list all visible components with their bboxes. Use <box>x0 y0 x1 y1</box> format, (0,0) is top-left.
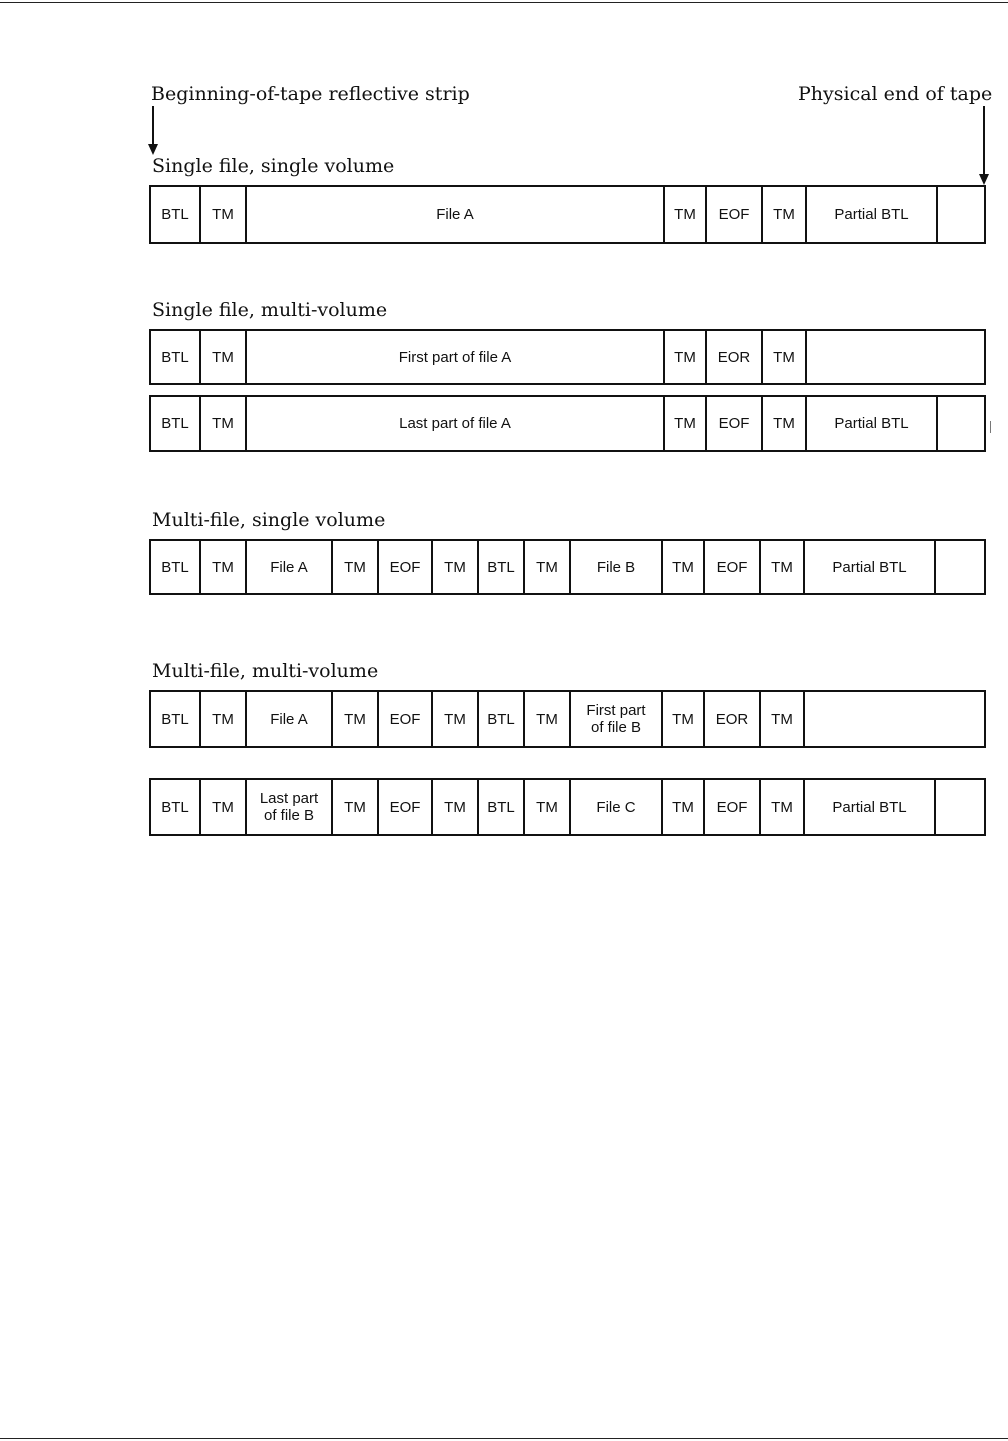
tape-segment: TM <box>661 780 703 834</box>
tape-segment: First part of file A <box>245 331 663 383</box>
tape-segment: EOF <box>705 397 761 450</box>
tape-segment: File A <box>245 187 663 242</box>
tape-segment: TM <box>663 397 705 450</box>
tape-segment: EOR <box>705 331 761 383</box>
tape-segment: File B <box>569 541 661 593</box>
tape-segment: TM <box>759 692 803 746</box>
beginning-arrow-line <box>152 106 154 144</box>
tape-segment: TM <box>331 541 377 593</box>
tape-segment: TM <box>523 541 569 593</box>
tape-segment: TM <box>759 780 803 834</box>
tape-segment: File A <box>245 541 331 593</box>
tape-segment: TM <box>199 397 245 450</box>
tape-segment-blank <box>934 541 986 593</box>
tape-segment: BTL <box>477 692 523 746</box>
tape-segment: TM <box>759 541 803 593</box>
tape-segment: BTL <box>149 780 199 834</box>
tape-segment: Partial BTL <box>805 187 936 242</box>
tape-segment: Partial BTL <box>803 780 934 834</box>
bottom-rule <box>0 1438 1008 1439</box>
tape-segment: BTL <box>477 780 523 834</box>
tape-single-file-single-volume <box>149 185 986 244</box>
tape-segment: TM <box>661 541 703 593</box>
tape-segment: TM <box>523 780 569 834</box>
tape-segment: EOF <box>703 780 759 834</box>
tape-segment: BTL <box>149 541 199 593</box>
tape-segment: BTL <box>149 397 199 450</box>
tape-segment: BTL <box>149 692 199 746</box>
tape-segment-blank <box>803 692 986 746</box>
edge-tick-mark <box>990 421 991 433</box>
tape-segment-blank <box>934 780 986 834</box>
tape-segment: First part of file B <box>569 692 661 746</box>
tape-segment: TM <box>761 187 805 242</box>
tape-segment: EOF <box>703 541 759 593</box>
tape-segment: TM <box>761 331 805 383</box>
tape-segment: TM <box>431 780 477 834</box>
tape-segment: TM <box>523 692 569 746</box>
tape-segment: TM <box>661 692 703 746</box>
tape-segment: File A <box>245 692 331 746</box>
tape-segment: Last part of file B <box>245 780 331 834</box>
section-title-multi-file-single-volume: Multi-file, single volume <box>152 509 386 531</box>
tape-segment: TM <box>431 692 477 746</box>
physical-end-of-tape-label: Physical end of tape <box>798 83 993 105</box>
tape-segment: Partial BTL <box>805 397 936 450</box>
tape-multi-file-multi-volume-1 <box>149 690 986 748</box>
tape-segment-blank <box>936 397 986 450</box>
tape-segment: TM <box>331 780 377 834</box>
tape-segment-blank <box>805 331 986 383</box>
tape-segment: EOR <box>703 692 759 746</box>
tape-multi-file-single-volume <box>149 539 986 595</box>
end-arrow-icon <box>979 174 989 185</box>
tape-segment: TM <box>331 692 377 746</box>
tape-segment: Partial BTL <box>803 541 934 593</box>
tape-segment: TM <box>199 541 245 593</box>
section-title-multi-file-multi-volume: Multi-file, multi-volume <box>152 660 379 682</box>
tape-segment: TM <box>199 780 245 834</box>
section-title-single-file-single-volume: Single file, single volume <box>152 155 395 177</box>
tape-segment: File C <box>569 780 661 834</box>
tape-segment: TM <box>761 397 805 450</box>
tape-segment: TM <box>199 187 245 242</box>
tape-segment: TM <box>199 692 245 746</box>
tape-segment: TM <box>431 541 477 593</box>
tape-segment: EOF <box>377 692 431 746</box>
beginning-of-tape-label: Beginning-of-tape reflective strip <box>151 83 470 105</box>
beginning-arrow-icon <box>148 144 158 155</box>
tape-segment: TM <box>663 187 705 242</box>
tape-segment: TM <box>199 331 245 383</box>
tape-segment-blank <box>936 187 986 242</box>
tape-segment: BTL <box>477 541 523 593</box>
tape-single-file-multi-volume-2 <box>149 395 986 452</box>
tape-segment: BTL <box>149 331 199 383</box>
tape-segment: TM <box>663 331 705 383</box>
tape-single-file-multi-volume-1 <box>149 329 986 385</box>
tape-segment: EOF <box>377 780 431 834</box>
tape-multi-file-multi-volume-2 <box>149 778 986 836</box>
section-title-single-file-multi-volume: Single file, multi-volume <box>152 299 388 321</box>
tape-segment: BTL <box>149 187 199 242</box>
tape-segment: EOF <box>377 541 431 593</box>
tape-segment: EOF <box>705 187 761 242</box>
end-arrow-line <box>983 106 985 174</box>
top-rule <box>0 2 1008 3</box>
tape-segment: Last part of file A <box>245 397 663 450</box>
